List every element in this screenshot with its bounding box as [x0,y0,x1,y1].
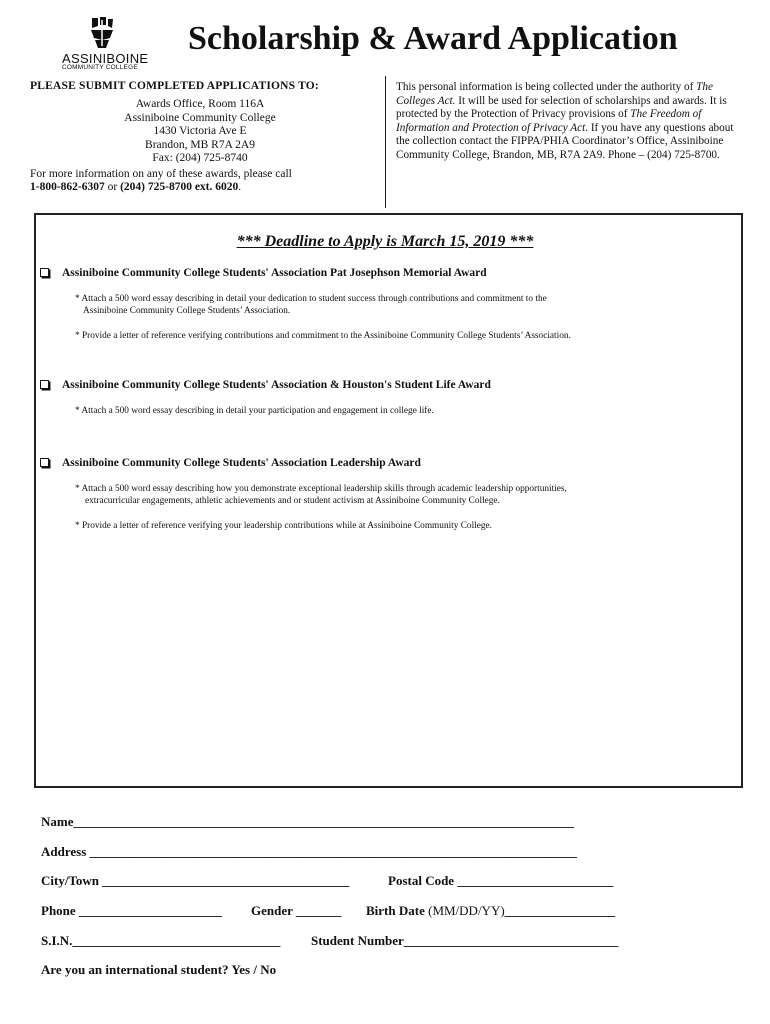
address-line: Fax: (204) 725-8740 [152,152,248,165]
deadline-banner: *** Deadline to Apply is March 15, 2019 *** [236,233,534,250]
logo-wordmark: ASSINIBOINE [62,51,149,66]
period-text: . [238,181,242,193]
privacy-text: . If you have any questions about the collection contact the FIPPA/PHIA Coordinator’s Office, Assiniboine Community College, Brandon, MB, R7A 2A9. Phone – (204) 725-8700. [396,121,734,161]
page-title: Scholarship & Award Application [188,20,678,57]
award-checkbox[interactable] [40,268,49,277]
name-field[interactable]: Name_____________________________________________________________________________ [41,814,574,829]
privacy-notice [396,81,741,163]
logo-subtitle: COMMUNITY COLLEGE [62,64,138,71]
phone-field[interactable]: Phone ______________________ [41,903,222,918]
address-line: Assiniboine Community College [124,111,276,124]
submit-heading: PLEASE SUBMIT COMPLETED APPLICATIONS TO: [30,80,319,92]
award-requirement: * Attach a 500 word essay describing how you demonstrate exceptional leadership skills through academic leadership opportunities, [75,484,567,494]
award-requirement: * Provide a letter of reference verifying contributions and commitment to the Assiniboine Community College Students’ Association. [75,331,571,341]
birth-date-field[interactable] [366,903,615,919]
award-requirement: extracurricular engagements, athletic achievements and or student activism at Assiniboine Community College. [85,496,500,506]
info-line: For more information on any of these awards, please call [30,168,292,180]
submit-address [30,98,370,166]
phone-tollfree: 1-800-862-6307 [30,181,105,193]
postal-code-field[interactable]: Postal Code ________________________ [388,873,614,888]
phone-local: (204) 725-8700 ext. 6020 [120,181,239,193]
award-title: Assiniboine Community College Students' Association Leadership Award [62,457,421,469]
sin-field[interactable]: S.I.N.________________________________ [41,933,281,948]
birth-date-label: Birth Date [366,903,425,918]
address-line: 1430 Victoria Ave E [153,125,247,138]
info-phones [30,181,241,193]
award-requirement: * Provide a letter of reference verifying your leadership contributions while at Assiniboine Community College. [75,521,492,531]
student-number-field[interactable]: Student Number_________________________________ [311,933,619,948]
address-line: Brandon, MB R7A 2A9 [145,138,255,151]
international-student-question[interactable]: Are you an international student? Yes / No [41,962,277,977]
city-field[interactable]: City/Town ______________________________________ [41,873,350,888]
gender-field[interactable]: Gender _______ [251,903,342,918]
birth-date-hint: (MM/DD/YY) [424,903,505,918]
privacy-text: This personal information is being collected under the authority of [396,81,697,93]
award-title: Assiniboine Community College Students' Association & Houston's Student Life Award [62,379,491,391]
award-checkbox[interactable] [40,458,49,467]
award-requirement: * Attach a 500 word essay describing in detail your dedication to student success through contributions and commitment to the [75,294,547,304]
or-text: or [104,181,121,193]
award-requirement: Assiniboine Community College Students’ Association. [83,306,291,316]
award-checkbox[interactable] [40,380,49,389]
column-divider [385,76,386,208]
award-requirement: * Attach a 500 word essay describing in detail your participation and engagement in college life. [75,406,434,416]
college-logo [62,16,149,76]
birth-date-line[interactable]: _________________ [504,903,616,918]
colleges-act: The Colleges Act. [396,81,713,107]
award-title: Assiniboine Community College Students' Association Pat Josephson Memorial Award [62,267,487,279]
bison-emblem-icon [86,16,118,50]
address-field[interactable]: Address ___________________________________________________________________________ [41,844,578,859]
address-line: Awards Office, Room 116A [135,98,265,110]
privacy-text: It will be used for selection of scholarships and awards. It is protected by the Protection of Privacy provisions of [396,94,727,121]
fippa-act: The Freedom of Information and Protection of Privacy Act [396,108,702,134]
